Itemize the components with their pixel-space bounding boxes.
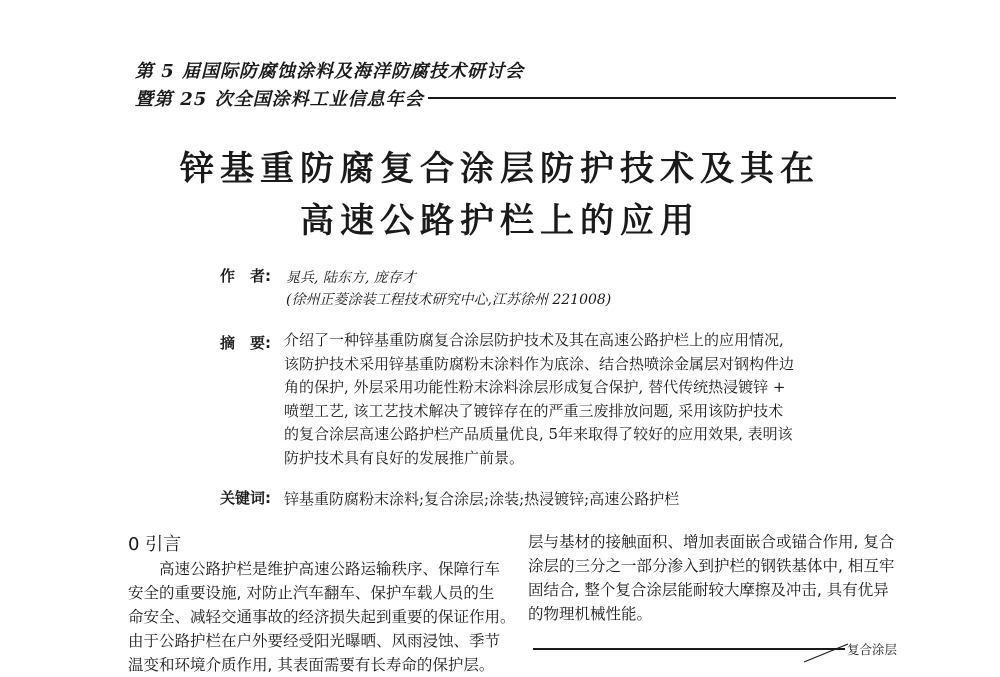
author-affiliation: (徐州正菱涂装工程技术研究中心,江苏徐州 221008): [286, 292, 612, 308]
keywords-text: 锌基重防腐粉末涂料;复合涂层;涂装;热浸镀锌;高速公路护栏: [284, 490, 680, 508]
abstract-body: [284, 329, 814, 470]
abstract-line: 介绍了一种锌基重防腐复合涂层防护技术及其在高速公路护栏上的应用情况,: [284, 331, 784, 349]
body-line: 由于公路护栏在户外要经受阳光曝晒、风雨浸蚀、季节: [128, 632, 501, 650]
body-line: 层与基材的接触面积、增加表面嵌合或锚合作用, 复合: [528, 533, 895, 551]
figure-label-composite-coating: 复合涂层: [847, 642, 898, 657]
abstract-line: 的复合涂层高速公路护栏产品质量优良, 5年来取得了较好的应用效果, 表明该: [284, 425, 793, 443]
left-column-text: [128, 557, 516, 677]
author-names: 晁兵, 陆东方, 庞存才: [286, 270, 416, 286]
body-line: 固结合, 整个复合涂层能耐较大摩擦及冲击, 具有优异: [528, 581, 889, 599]
body-line: 的物理机械性能。: [528, 605, 653, 623]
abstract-line: 喷塑工艺, 该工艺技术解决了镀锌存在的严重三废排放问题, 采用该防护技术: [284, 401, 784, 420]
conference-line-2: 暨第 25 次全国涂料工业信息年会: [135, 89, 424, 110]
abstract-line: 防护技术具有良好的发展推广前景。: [284, 448, 525, 467]
body-line: 安全的重要设施, 对防止汽车翻车、保护车载人员的生: [128, 584, 495, 602]
abstract-line: 角的保护, 外层采用功能性粉末涂料涂层形成复合保护, 替代传统热浸镀锌 +: [284, 378, 786, 396]
body-line: 温变和环境介质作用, 其表面需要有长寿命的保护层。: [128, 656, 495, 674]
keywords-label: 关键词:: [220, 489, 271, 507]
body-line: 命安全、减轻交通事故的经济损失起到重要的保证作用。: [128, 608, 516, 626]
conference-line-1: 第 5 届国际防腐蚀涂料及海洋防腐技术研讨会: [135, 61, 525, 82]
body-line: 高速公路护栏是维护高速公路运输秩序、保障行车: [128, 560, 501, 578]
abstract-label: 摘 要:: [220, 334, 271, 352]
section-heading-introduction: 0 引言: [128, 534, 182, 555]
header-rule: [428, 97, 896, 99]
authors-label: 作 者:: [220, 267, 271, 285]
figure-coating-line: [533, 648, 845, 650]
paper-title-line-2: 高速公路护栏上的应用: [300, 201, 700, 241]
paper-title-line-1: 锌基重防腐复合涂层防护技术及其在: [180, 149, 820, 189]
body-line: 涂层的三分之一部分渗入到护栏的钢铁基体中, 相互牢: [528, 557, 895, 575]
abstract-line: 该防护技术采用锌基重防腐粉末涂料作为底涂、结合热喷涂金属层对钢构件边: [284, 354, 795, 373]
right-column-text: [528, 530, 898, 626]
